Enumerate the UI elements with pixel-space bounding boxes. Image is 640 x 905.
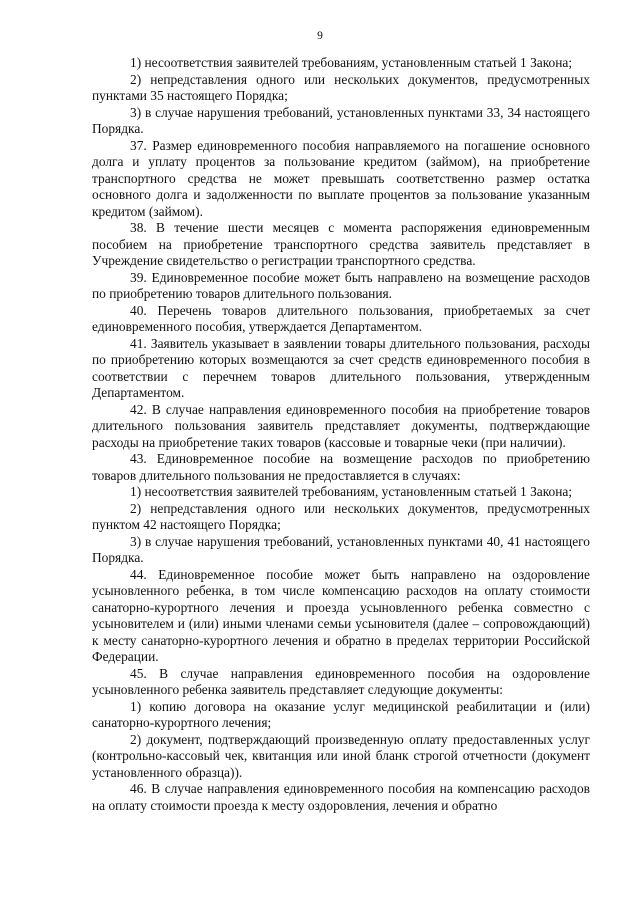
paragraph-40: 40. Перечень товаров длительного пользования, приобретаемых за счет единовременного пособия, утверждается Департаментом. — [92, 302, 590, 334]
paragraph-42: 42. В случае направления единовременного пособия на приобретение товаров длительного пользования заявитель представляет документы, подтверждающие расходы на приобретение таких товаров (кассовые и товарные чеки (при наличии). — [92, 401, 590, 450]
paragraph-item-1: 1) несоответствия заявителей требованиям, установленным статьей 1 Закона; — [130, 55, 573, 70]
paragraph-item-2: 2) непредставления одного или нескольких документов, предусмотренных пунктами 35 настоящего Порядка; — [92, 71, 590, 103]
paragraph-43: 43. Единовременное пособие на возмещение расходов по приобретению товаров длительного пользования не предоставляется в случаях: — [92, 451, 590, 483]
paragraph-41: 41. Заявитель указывает в заявлении товары длительного пользования, расходы по приобретению которых возмещаются за счет средств единовременного пособия в соответствии с перечнем товаров длительного пользования, утвержденным Департаментом. — [92, 335, 590, 400]
paragraph-43-item-2: 2) непредставления одного или нескольких документов, предусмотренных пунктом 42 настоящего Порядка; — [92, 500, 590, 532]
paragraph-item-3: 3) в случае нарушения требований, установленных пунктами 33, 34 настоящего Порядка. — [92, 104, 590, 136]
paragraph-37: 37. Размер единовременного пособия направляемого на погашение основного долга и уплату процентов за пользование кредитом (займом), на приобретение транспортного средства не может превышать соответственно размер остатка основного долга и задолженности по выплате процентов за пользование указанным кредитом (займом). — [92, 137, 590, 219]
paragraph-46: 46. В случае направления единовременного пособия на компенсацию расходов на оплату стоимости проезда к месту оздоровления, лечения и обратно — [92, 781, 590, 813]
page-number: 9 — [317, 30, 323, 42]
document-body — [92, 55, 590, 814]
paragraph-45-item-1: 1) копию договора на оказание услуг медицинской реабилитации и (или) санаторно-курортного лечения; — [92, 698, 590, 730]
paragraph-45: 45. В случае направления единовременного пособия на оздоровление усыновленного ребенка заявитель представляет следующие документы: — [92, 665, 590, 697]
paragraph-43-item-1: 1) несоответствия заявителей требованиям, установленным статьей 1 Закона; — [130, 484, 573, 499]
paragraph-44: 44. Единовременное пособие может быть направлено на оздоровление усыновленного ребенка, в том числе компенсацию расходов на оплату стоимости санаторно-курортного лечения и проезда усыновленного ребенка совместно с усыновителем и (или) иными членами семьи усыновителя (далее – сопровождающий) к месту санаторно-курортного лечения и обратно в пределах территории Российской Федерации. — [92, 566, 590, 664]
paragraph-38: 38. В течение шести месяцев с момента распоряжения единовременным пособием на приобретение транспортного средства заявитель представляет в Учреждение свидетельство о регистрации транспортного средства. — [92, 220, 590, 268]
paragraph-43-item-3: 3) в случае нарушения требований, установленных пунктами 40, 41 настоящего Порядка. — [92, 533, 590, 565]
paragraph-39: 39. Единовременное пособие может быть направлено на возмещение расходов по приобретению товаров длительного пользования. — [92, 269, 590, 301]
paragraph-45-item-2: 2) документ, подтверждающий произведенную оплату предоставленных услуг (контрольно-кассовый чек, квитанция или иной бланк строгой отчетности (документ установленного образца)). — [92, 731, 590, 780]
